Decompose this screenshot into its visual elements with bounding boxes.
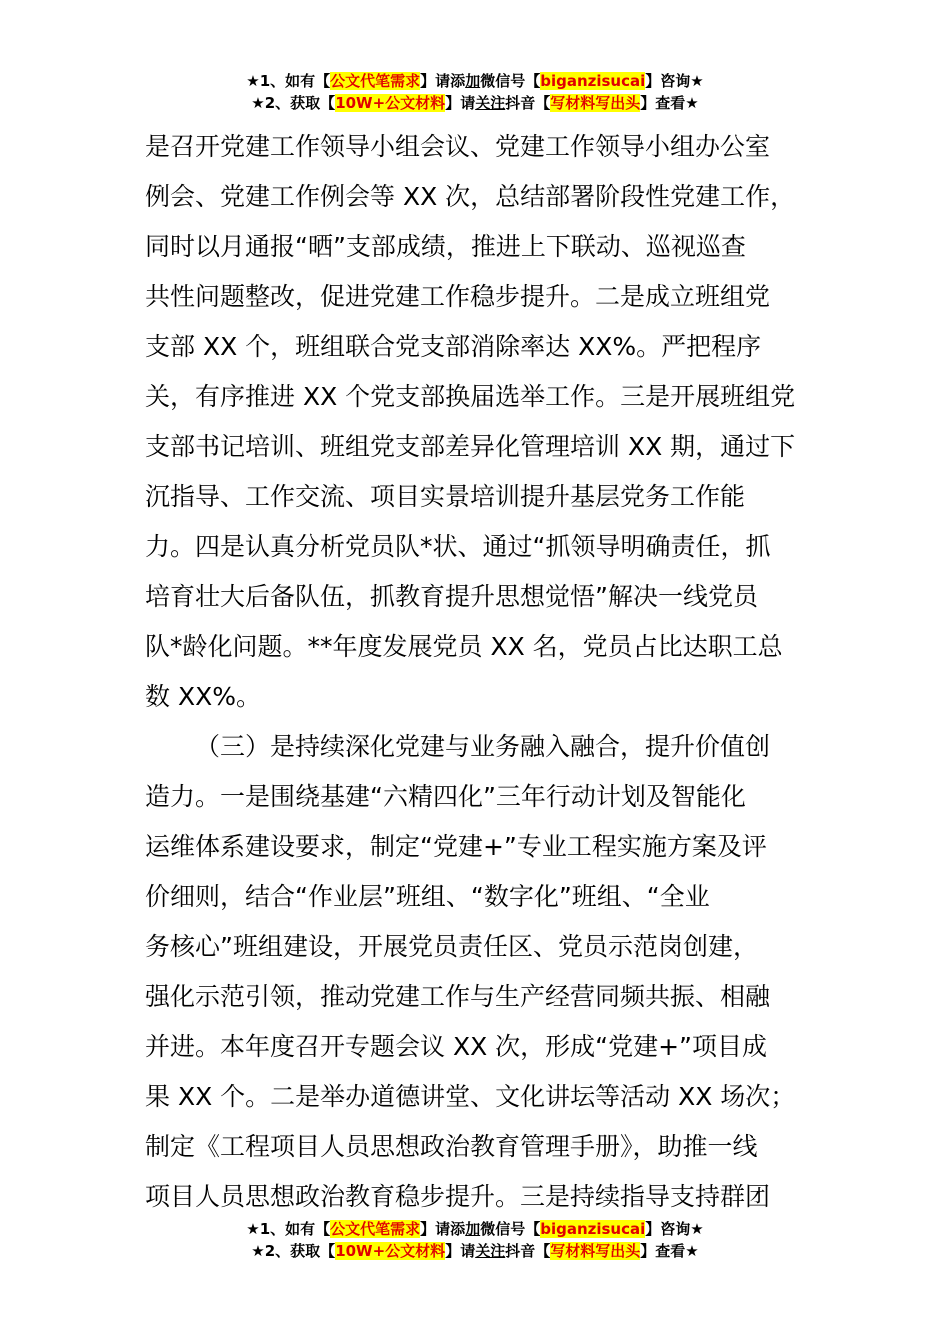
body-line: 共性问题整改，促进党建工作稳步提升。二是成立班组党: [145, 282, 771, 311]
section-heading-line: （三）是持续深化党建与业务融入融合，提升价值创: [195, 732, 771, 761]
body-line: 例会、党建工作例会等 XX 次，总结部署阶段性党建工作，: [145, 182, 796, 211]
header-text: 】查看★: [640, 94, 699, 112]
body-line: 力。四是认真分析党员队*状、通过“抓领导明确责任，抓: [145, 532, 771, 561]
body-line: 价细则，结合“作业层”班组、“数字化”班组、“全业: [145, 882, 710, 911]
body-line: 制定《工程项目人员思想政治教育管理手册》，助推一线: [145, 1132, 758, 1161]
header-text: 】请添: [420, 72, 466, 90]
body-line: 支部书记培训、班组党支部差异化管理培训 XX 期，通过下: [145, 432, 796, 461]
body-line: 沉指导、工作交流、项目实景培训提升基层党务工作能: [145, 482, 746, 511]
highlight-wechat-id: biganzisucai: [540, 1220, 646, 1238]
body-line: 支部 XX 个，班组联合党支部消除率达 XX%。严把程序: [145, 332, 762, 361]
footer-line-2: [0, 1240, 950, 1262]
highlight-wechat-id: biganzisucai: [540, 72, 646, 90]
header-text: ★2、获取【: [251, 94, 336, 112]
body-line: 数 XX%。: [145, 682, 261, 711]
header-text: 】咨询★: [645, 72, 704, 90]
body-line: 培育壮大后备队伍，抓教育提升思想觉悟”解决一线党员: [145, 582, 758, 611]
body-line: 运维体系建设要求，制定“党建+”专业工程实施方案及评: [145, 832, 767, 861]
highlight-douyin: 写材料写出头: [550, 1242, 641, 1260]
highlight-ghostwriting: 公文代笔需求: [330, 72, 421, 90]
body-line: 务核心”班组建设，开展党员责任区、党员示范岗创建，: [145, 932, 758, 961]
footer-text: ★1、如有【: [246, 1220, 331, 1238]
body-line: 是召开党建工作领导小组会议、党建工作领导小组办公室: [145, 132, 771, 161]
footer-line-1: [0, 1218, 950, 1240]
body-line: 关，有序推进 XX 个党支部换届选举工作。三是开展班组党: [145, 382, 796, 411]
footer-text: ★2、获取【: [251, 1242, 336, 1260]
header-banner: [0, 70, 950, 114]
footer-text: 微信号【: [480, 1220, 541, 1238]
document-body: [145, 122, 810, 1222]
body-line: 队*龄化问题。**年度发展党员 XX 名，党员占比达职工总: [145, 632, 783, 661]
footer-banner: [0, 1218, 950, 1262]
header-line-2: [0, 92, 950, 114]
body-line: 同时以月通报“晒”支部成绩，推进上下联动、巡视巡查: [145, 232, 746, 261]
header-text: ★1、如有【: [246, 72, 331, 90]
footer-text: 】查看★: [640, 1242, 699, 1260]
body-line: 强化示范引领，推动党建工作与生产经营同频共振、相融: [145, 982, 771, 1011]
footer-text: 】请: [445, 1242, 476, 1260]
body-line: 果 XX 个。二是举办道德讲堂、文化讲坛等活动 XX 场次；: [145, 1082, 796, 1111]
footer-text: 关注: [475, 1242, 506, 1260]
footer-text: 】请添: [420, 1220, 466, 1238]
body-line: 项目人员思想政治教育稳步提升。三是持续指导支持群团: [145, 1182, 771, 1211]
header-text: 加: [465, 72, 481, 90]
footer-text: 加: [465, 1220, 481, 1238]
highlight-materials: 10W+公文材料: [335, 1242, 446, 1260]
footer-text: 抖音【: [505, 1242, 551, 1260]
highlight-douyin: 写材料写出头: [550, 94, 641, 112]
footer-text: 】咨询★: [645, 1220, 704, 1238]
header-text: 微信号【: [480, 72, 541, 90]
highlight-materials: 10W+公文材料: [335, 94, 446, 112]
body-line: 造力。一是围绕基建“六精四化”三年行动计划及智能化: [145, 782, 746, 811]
header-line-1: [0, 70, 950, 92]
header-text: 抖音【: [505, 94, 551, 112]
highlight-ghostwriting: 公文代笔需求: [330, 1220, 421, 1238]
header-text: 关注: [475, 94, 506, 112]
body-line: 并进。本年度召开专题会议 XX 次，形成“党建+”项目成: [145, 1032, 767, 1061]
header-text: 】请: [445, 94, 476, 112]
